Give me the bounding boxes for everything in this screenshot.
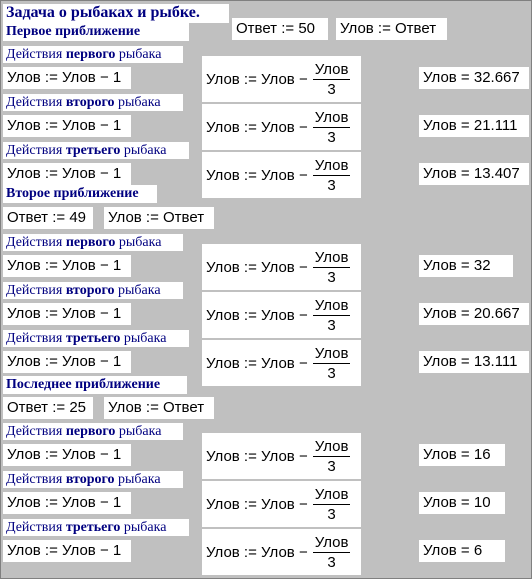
approx-1-action-1-formula[interactable]: Улов := Улов − $\frac{\text{Улов}}{3}$ [202,56,361,102]
approx-3-action-3-label[interactable]: Действия третьего рыбака [3,519,189,536]
approx-2-action-3-formula[interactable]: Улов := Улов − $\frac{\text{Улов}}{3}$ [202,340,361,386]
approx-1-action-3-formula[interactable]: Улов := Улов − $\frac{\text{Улов}}{3}$ [202,152,361,198]
approx-3-action-1-result[interactable]: Улов = 16 [419,444,505,466]
fraction: $\frac{\text{Улов}}{3}$ [314,108,349,146]
approx-1-action-1-label[interactable]: Действия первого рыбака [3,46,183,63]
approx-2-action-2-result[interactable]: Улов = 20.667 [419,303,529,325]
approx-2-action-1-step[interactable]: Улов := Улов − 1 [3,255,131,277]
approx-1-action-2-formula[interactable]: Улов := Улов − $\frac{\text{Улов}}{3}$ [202,104,361,150]
approx-1-action-1-result[interactable]: Улов = 32.667 [419,67,529,89]
approx-2-action-2-label[interactable]: Действия второго рыбака [3,282,183,299]
fraction: $\frac{\text{Улов}}{3}$ [314,485,349,523]
approx-3-action-3-step[interactable]: Улов := Улов − 1 [3,540,131,562]
approx-1-header[interactable]: Первое приближение [3,23,189,41]
approx-3-action-2-formula[interactable]: Улов := Улов − $\frac{\text{Улов}}{3}$ [202,481,361,527]
approx-1-action-2-result[interactable]: Улов = 21.111 [419,115,529,137]
fraction: $\frac{\text{Улов}}{3}$ [314,437,349,475]
approx-3-action-2-step[interactable]: Улов := Улов − 1 [3,492,131,514]
approx-1-action-3-result[interactable]: Улов = 13.407 [419,163,529,185]
fraction: $\frac{\text{Улов}}{3}$ [314,248,349,286]
approx-2-action-1-result[interactable]: Улов = 32 [419,255,513,277]
approx-2-catch-def[interactable]: Улов := Ответ [104,207,214,229]
approx-3-answer-def[interactable]: Ответ := 25 [3,397,93,419]
approx-2-action-2-step[interactable]: Улов := Улов − 1 [3,303,131,325]
approx-1-answer-def[interactable]: Ответ := 50 [232,18,328,40]
approx-1-action-1-step[interactable]: Улов := Улов − 1 [3,67,131,89]
approx-3-catch-def[interactable]: Улов := Ответ [104,397,214,419]
fraction: $\frac{\text{Улов}}{3}$ [314,533,349,571]
approx-3-action-1-label[interactable]: Действия первого рыбака [3,423,183,440]
approx-1-action-2-step[interactable]: Улов := Улов − 1 [3,115,131,137]
approx-2-action-1-label[interactable]: Действия первого рыбака [3,234,183,251]
approx-3-header[interactable]: Последнее приближение [3,376,187,394]
approx-2-header[interactable]: Второе приближение [3,185,157,203]
approx-2-action-2-formula[interactable]: Улов := Улов − $\frac{\text{Улов}}{3}$ [202,292,361,338]
approx-2-action-3-label[interactable]: Действия третьего рыбака [3,330,189,347]
fraction: $\frac{\text{Улов}}{3}$ [314,296,349,334]
fraction: $\frac{\text{Улов}}{3}$ [314,156,349,194]
approx-3-action-2-label[interactable]: Действия второго рыбака [3,471,183,488]
approx-2-action-3-result[interactable]: Улов = 13.111 [419,351,529,373]
approx-1-action-2-label[interactable]: Действия второго рыбака [3,94,183,111]
approx-2-action-1-formula[interactable]: Улов := Улов − $\frac{\text{Улов}}{3}$ [202,244,361,290]
approx-2-action-3-step[interactable]: Улов := Улов − 1 [3,351,131,373]
approx-3-action-1-step[interactable]: Улов := Улов − 1 [3,444,131,466]
approx-1-action-3-label[interactable]: Действия третьего рыбака [3,142,189,159]
approx-1-catch-def[interactable]: Улов := Ответ [336,18,447,40]
fraction: $\frac{\text{Улов}}{3}$ [314,60,349,98]
approx-3-action-3-result[interactable]: Улов = 6 [419,540,505,562]
approx-3-action-3-formula[interactable]: Улов := Улов − $\frac{\text{Улов}}{3}$ [202,529,361,575]
worksheet-title[interactable]: Задача о рыбаках и рыбке. [3,4,229,23]
approx-2-answer-def[interactable]: Ответ := 49 [3,207,93,229]
approx-1-action-3-step[interactable]: Улов := Улов − 1 [3,163,131,185]
approx-3-action-1-formula[interactable]: Улов := Улов − $\frac{\text{Улов}}{3}$ [202,433,361,479]
approx-3-action-2-result[interactable]: Улов = 10 [419,492,505,514]
fraction: $\frac{\text{Улов}}{3}$ [314,344,349,382]
